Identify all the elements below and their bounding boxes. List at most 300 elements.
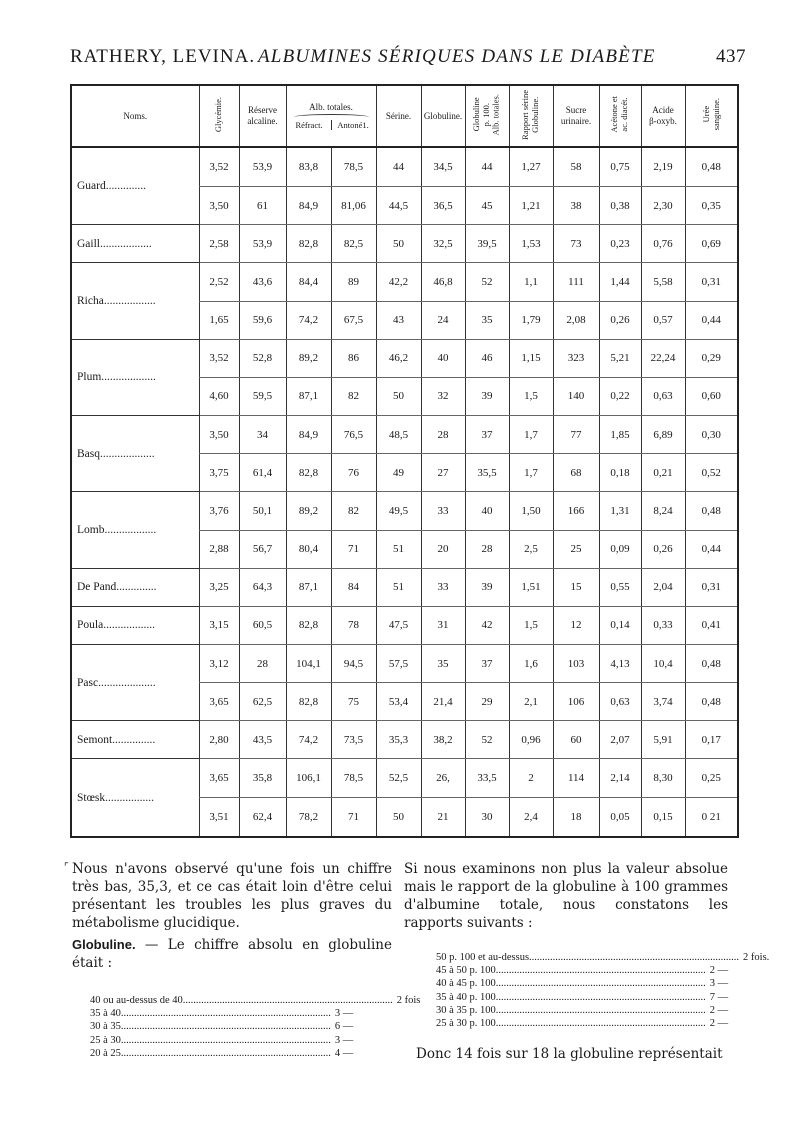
table-cell: 140 [553,377,599,415]
table-cell: 3,65 [199,683,239,721]
table-cell: 2,4 [509,797,553,837]
table-cell: 1,5 [509,606,553,644]
col-header-glob-p100: Globuline p. 100. Alb. totales. [465,85,509,147]
table-cell: 40 [421,339,465,377]
table-cell: 82,8 [286,454,331,492]
list-item-value: 3 — [334,1034,354,1046]
leader-dots: ................................................................................ [495,978,706,990]
patient-name: Poula.................. [71,606,199,644]
table-cell: 0,44 [685,530,738,568]
globuline-frequency-list [90,994,421,1060]
list-item [436,1004,729,1017]
table-cell: 57,5 [376,645,421,683]
table-cell: 2,07 [599,721,641,759]
table-cell: 51 [376,530,421,568]
table-cell: 0,38 [599,187,641,225]
list-item-value: 4 — [334,1047,354,1059]
patient-name: Pasc.................... [71,645,199,721]
table-cell: 1,53 [509,225,553,263]
table-row [71,568,738,606]
table-cell: 64,3 [239,568,286,606]
list-item-label: 35 à 40 [90,1008,121,1020]
table-cell: 3,50 [199,416,239,454]
table-cell: 3,52 [199,339,239,377]
table-row [71,492,738,530]
right-column [404,860,728,932]
table-cell: 1,7 [509,454,553,492]
table-cell: 35,5 [465,454,509,492]
table-cell: 82,8 [286,683,331,721]
table-cell: 5,58 [641,263,685,301]
table-cell: 78,2 [286,797,331,837]
table-cell: 61 [239,187,286,225]
table-cell: 50 [376,797,421,837]
table-cell: 1,1 [509,263,553,301]
list-item [436,977,729,990]
list-item-value: 2 — [709,1004,729,1016]
table-cell: 3,75 [199,454,239,492]
table-cell: 2,30 [641,187,685,225]
table-cell: 68 [553,454,599,492]
table-cell: 21,4 [421,683,465,721]
patient-name: Richa.................. [71,263,199,339]
patient-name: Guard.............. [71,147,199,225]
table-cell: 47,5 [376,606,421,644]
table-cell: 1,85 [599,416,641,454]
table-cell: 35,8 [239,759,286,797]
table-cell: 2,1 [509,683,553,721]
col-header-acetone: Acétone et ac. diacét. [599,85,641,147]
table-cell: 87,1 [286,377,331,415]
table-cell: 37 [465,645,509,683]
table-cell: 15 [553,568,599,606]
table-cell: 32,5 [421,225,465,263]
table-cell: 1,51 [509,568,553,606]
globuline-heading-paragraph [72,936,392,972]
table-cell: 44 [376,147,421,187]
table-cell: 2,52 [199,263,239,301]
table-cell: 81,06 [331,187,376,225]
table-cell: 0,52 [685,454,738,492]
table-cell: 10,4 [641,645,685,683]
table-cell: 26, [421,759,465,797]
patient-name: Gaill.................. [71,225,199,263]
table-cell: 22,24 [641,339,685,377]
table-cell: 77 [553,416,599,454]
table-cell: 0,35 [685,187,738,225]
table-cell: 2,80 [199,721,239,759]
list-item [436,991,729,1004]
table-cell: 0,26 [641,530,685,568]
table-cell: 104,1 [286,645,331,683]
table-cell: 0,48 [685,492,738,530]
table-row [71,606,738,644]
results-table [70,84,739,838]
table-cell: 0,31 [685,263,738,301]
table-cell: 52,8 [239,339,286,377]
table-cell: 35,3 [376,721,421,759]
list-item [436,1017,729,1030]
table-cell: 82,8 [286,606,331,644]
table-cell: 30 [465,797,509,837]
table-cell: 59,6 [239,301,286,339]
table-cell: 49,5 [376,492,421,530]
table-cell: 0,76 [641,225,685,263]
table-cell: 50 [376,377,421,415]
table-cell: 2,88 [199,530,239,568]
table-cell: 2,19 [641,147,685,187]
table-cell: 1,15 [509,339,553,377]
table-cell: 52 [465,263,509,301]
table-cell: 0,57 [641,301,685,339]
table-cell: 2,04 [641,568,685,606]
table-cell: 0,14 [599,606,641,644]
table-cell: 8,30 [641,759,685,797]
list-item-label: 30 à 35 [90,1021,121,1033]
table-cell: 51 [376,568,421,606]
table-cell: 56,7 [239,530,286,568]
table-cell: 4,13 [599,645,641,683]
leader-dots: ................................................................................ [495,1004,706,1016]
table-cell: 5,21 [599,339,641,377]
table-cell: 50,1 [239,492,286,530]
table-cell: 44,5 [376,187,421,225]
table-cell: 80,4 [286,530,331,568]
leader-dots: ................................................................................ [529,952,740,963]
table-cell: 52,5 [376,759,421,797]
list-item-label: 30 à 35 p. 100 [436,1004,496,1016]
table-cell: 1,50 [509,492,553,530]
table-cell: 0,63 [641,377,685,415]
table-cell: 62,4 [239,797,286,837]
table-cell: 84,9 [286,416,331,454]
table-cell: 43,6 [239,263,286,301]
list-item-label: 45 à 50 p. 100 [436,965,496,977]
table-header-row [71,85,738,147]
table-cell: 1,7 [509,416,553,454]
table-cell: 323 [553,339,599,377]
table-cell: 0,25 [685,759,738,797]
table-cell: 0,21 [641,454,685,492]
list-item [436,951,770,964]
table-cell: 33 [421,568,465,606]
table-cell: 0,75 [599,147,641,187]
table-cell: 60,5 [239,606,286,644]
patient-name: Plum................... [71,339,199,415]
list-item-value: 2 fois. [743,952,770,963]
table-cell: 82,8 [286,225,331,263]
table-row [71,721,738,759]
table-cell: 1,44 [599,263,641,301]
leader-dots: ................................................................................ [495,991,706,1003]
table-cell: 0,23 [599,225,641,263]
table-cell: 46 [465,339,509,377]
table-cell: 25 [553,530,599,568]
table-cell: 2,5 [509,530,553,568]
table-cell: 31 [421,606,465,644]
table-cell: 8,24 [641,492,685,530]
conclusion-text: Donc 14 fois sur 18 la globuline représentait [416,1046,723,1062]
table-cell: 43 [376,301,421,339]
table-cell: 28 [465,530,509,568]
table-cell: 0,96 [509,721,553,759]
col-header-reserve: Réserve alcaline. [239,85,286,147]
table-cell: 84,4 [286,263,331,301]
table-cell: 0,09 [599,530,641,568]
list-item [90,1034,354,1047]
table-cell: 46,8 [421,263,465,301]
table-cell: 53,9 [239,147,286,187]
table-cell: 53,9 [239,225,286,263]
table-row [71,645,738,683]
table-cell: 28 [421,416,465,454]
header-title: ALBUMINES SÉRIQUES DANS LE DIABÈTE [258,46,656,67]
corner-mark: ⌜ [64,862,69,873]
patient-name: Basq................... [71,416,199,492]
table-cell: 106,1 [286,759,331,797]
col-header-acide: Acide β-oxyb. [641,85,685,147]
table-cell: 60 [553,721,599,759]
table-cell: 0,69 [685,225,738,263]
leader-dots: ................................................................................ [495,965,706,977]
table-cell: 0,44 [685,301,738,339]
table-cell: 3,15 [199,606,239,644]
table-cell: 2,08 [553,301,599,339]
table-cell: 12 [553,606,599,644]
table-cell: 6,89 [641,416,685,454]
table-cell: 0,05 [599,797,641,837]
table-cell: 0,26 [599,301,641,339]
table-row [71,759,738,797]
list-item-label: 50 p. 100 et au-dessus [436,952,530,963]
table-cell: 0,17 [685,721,738,759]
list-item [90,1020,354,1033]
patient-name: Semont............... [71,721,199,759]
list-item-value: 3 — [709,978,729,990]
patient-name: De Pand.............. [71,568,199,606]
list-item-label: 20 à 25 [90,1047,121,1059]
table-cell: 62,5 [239,683,286,721]
table-cell: 33 [421,492,465,530]
table-cell: 42 [465,606,509,644]
table-cell: 0,18 [599,454,641,492]
table-row [71,225,738,263]
table-cell: 67,5 [331,301,376,339]
list-item-value: 2 — [709,965,729,977]
table-cell: 3,50 [199,187,239,225]
table-cell: 3,76 [199,492,239,530]
left-paragraph: Nous n'avons observé qu'une fois un chiffre très bas, 35,3, et ce cas était loin d'être celui présentant les troubles les plus graves du métabolisme glucidique. [72,861,392,931]
table-cell: 37 [465,416,509,454]
table-cell: 0,33 [641,606,685,644]
table-cell: 2,14 [599,759,641,797]
table-cell: 45 [465,187,509,225]
table-cell: 78 [331,606,376,644]
col-header-glycemie: Glycémie. [199,85,239,147]
table-cell: 3,74 [641,683,685,721]
table-cell: 5,91 [641,721,685,759]
leader-dots: ................................................................................ [120,1021,331,1033]
table-cell: 1,21 [509,187,553,225]
table-cell: 106 [553,683,599,721]
page-number: 437 [716,46,746,67]
table-cell: 40 [465,492,509,530]
globuline-text: — Le chiffre absolu en globuline était : [72,937,392,971]
table-row [71,339,738,377]
col-header-rapport: Rapport sérine Globuline. [509,85,553,147]
list-item [90,994,421,1007]
table-cell: 50 [376,225,421,263]
table-cell: 0,22 [599,377,641,415]
col-header-uree: Urée sanguine. [685,85,738,147]
table-cell: 89,2 [286,339,331,377]
table-cell: 33,5 [465,759,509,797]
leader-dots: ................................................................................ [120,1047,331,1059]
right-paragraph: Si nous examinons non plus la valeur absolue mais le rapport de la globuline à 100 grammes d'albumine totale, nous constatons les rapports suivants : [404,861,728,931]
table-cell: 0 21 [685,797,738,837]
globuline-label: Globuline. [72,937,136,952]
table-cell: 103 [553,645,599,683]
table-cell: 1,79 [509,301,553,339]
table-cell: 2 [509,759,553,797]
table-cell: 49 [376,454,421,492]
table-cell: 94,5 [331,645,376,683]
list-item-label: 40 à 45 p. 100 [436,978,496,990]
table-row [71,147,738,187]
table-cell: 46,2 [376,339,421,377]
table-cell: 39 [465,568,509,606]
table-cell: 86 [331,339,376,377]
table-cell: 84,9 [286,187,331,225]
col-header-serine: Sérine. [376,85,421,147]
table-cell: 0,41 [685,606,738,644]
table-cell: 20 [421,530,465,568]
table-cell: 0,55 [599,568,641,606]
table-cell: 34 [239,416,286,454]
table-cell: 39,5 [465,225,509,263]
table-cell: 3,25 [199,568,239,606]
table-cell: 58 [553,147,599,187]
table-cell: 73 [553,225,599,263]
col-header-noms: Noms. [71,85,199,147]
list-item-value: 2 — [709,1018,729,1030]
table-cell: 0,48 [685,147,738,187]
table-cell: 18 [553,797,599,837]
table-cell: 82,5 [331,225,376,263]
table-cell: 0,48 [685,683,738,721]
running-header [70,46,746,72]
list-item-value: 7 — [709,991,729,1003]
leader-dots: ................................................................................ [495,1018,706,1030]
col-header-antone: Antoné1. [337,120,369,131]
table-cell: 0,29 [685,339,738,377]
table-cell: 24 [421,301,465,339]
leader-dots: ................................................................................ [182,995,393,1006]
list-item-value: 6 — [334,1021,354,1033]
table-cell: 82 [331,377,376,415]
table-cell: 1,27 [509,147,553,187]
table-cell: 59,5 [239,377,286,415]
table-cell: 32 [421,377,465,415]
col-header-sucre: Sucre urinaire. [553,85,599,147]
table-cell: 0,48 [685,645,738,683]
table-cell: 87,1 [286,568,331,606]
table-cell: 75 [331,683,376,721]
table-cell: 27 [421,454,465,492]
list-item-value: 3 — [334,1008,354,1020]
table-cell: 0,30 [685,416,738,454]
table-cell: 1,65 [199,301,239,339]
table-cell: 71 [331,797,376,837]
table-cell: 83,8 [286,147,331,187]
table-cell: 48,5 [376,416,421,454]
list-item-value: 2 fois [396,995,421,1006]
table-cell: 0,63 [599,683,641,721]
table-cell: 89 [331,263,376,301]
table-body [71,147,738,837]
list-item-label: 35 à 40 p. 100 [436,991,496,1003]
table-cell: 39 [465,377,509,415]
table-cell: 78,5 [331,759,376,797]
table-cell: 35 [421,645,465,683]
table-cell: 44 [465,147,509,187]
table-cell: 3,51 [199,797,239,837]
col-header-globuline: Globuline. [421,85,465,147]
table-cell: 35 [465,301,509,339]
table-cell: 38 [553,187,599,225]
leader-dots: ................................................................................ [120,1008,331,1020]
table-cell: 78,5 [331,147,376,187]
table-cell: 36,5 [421,187,465,225]
table-cell: 76,5 [331,416,376,454]
leader-dots: ................................................................................ [120,1034,331,1046]
left-column [72,860,392,972]
table-cell: 89,2 [286,492,331,530]
table-cell: 42,2 [376,263,421,301]
table-cell: 71 [331,530,376,568]
table-cell: 166 [553,492,599,530]
table-cell: 111 [553,263,599,301]
list-item-label: 25 à 30 p. 100 [436,1018,496,1030]
table-cell: 53,4 [376,683,421,721]
table-cell: 38,2 [421,721,465,759]
patient-name: Lomb.................. [71,492,199,568]
table-cell: 21 [421,797,465,837]
col-header-refract: Réfract. [288,120,332,130]
table-cell: 1,6 [509,645,553,683]
table-cell: 4,60 [199,377,239,415]
table-cell: 43,5 [239,721,286,759]
col-header-alb-totales: Alb. totales. Réfract. Antoné1. [286,85,376,147]
header-authors: RATHERY, LEVINA. [70,46,256,67]
table-cell: 114 [553,759,599,797]
table-cell: 3,65 [199,759,239,797]
table-cell: 0,60 [685,377,738,415]
table-cell: 3,12 [199,645,239,683]
list-item-label: 40 ou au-dessus de 40 [90,995,183,1006]
table-row [71,416,738,454]
table-cell: 74,2 [286,721,331,759]
table-cell: 28 [239,645,286,683]
table-cell: 2,58 [199,225,239,263]
table-cell: 1,31 [599,492,641,530]
table-cell: 61,4 [239,454,286,492]
table-cell: 84 [331,568,376,606]
table-cell: 52 [465,721,509,759]
list-item [90,1047,354,1060]
table-cell: 1,5 [509,377,553,415]
patient-name: Stœsk................. [71,759,199,837]
